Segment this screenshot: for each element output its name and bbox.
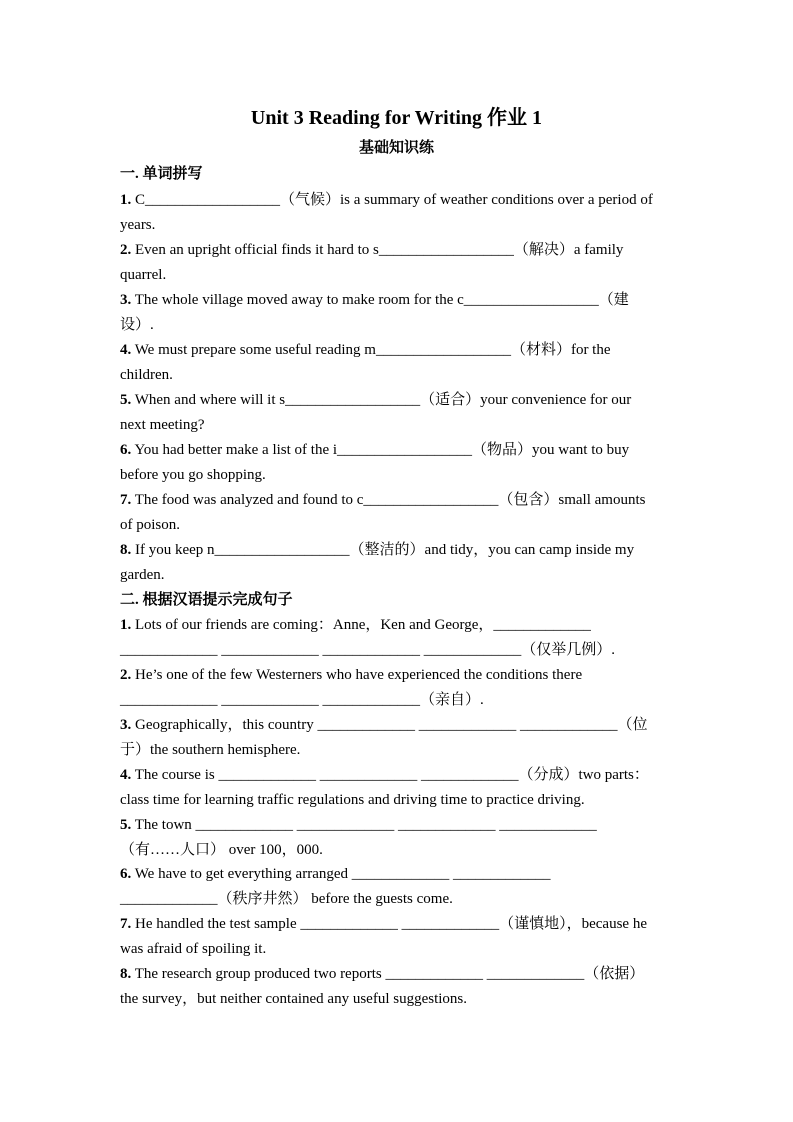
s1-q4-line2: children. <box>120 367 173 383</box>
s2-q5-text: The town _____________ _____________ _____________ _____________ <box>131 817 597 833</box>
s1-q3-text: The whole village moved away to make room for the c__________________（建 <box>131 292 629 308</box>
s1-q3-line1 <box>120 288 680 313</box>
s2-q7-text: He handled the test sample _____________ _____________（谨慎地），because he <box>131 916 647 932</box>
s2-q8-text: The research group produced two reports _____________ _____________（依据） <box>131 966 645 982</box>
s2-q6-line2: _____________（秩序井然） before the guests come. <box>120 891 453 907</box>
s2-q4-text: The course is _____________ _____________ _____________（分成）two parts： <box>131 767 649 783</box>
s2-q3-line2: 于）the southern hemisphere. <box>120 742 301 758</box>
s1-q3-number: 3. <box>120 292 132 308</box>
s1-q8-line2: garden. <box>120 567 165 583</box>
s2-q1-line2: _____________ _____________ _____________ _____________（仅举几例）. <box>120 642 616 658</box>
s2-q8-line1 <box>120 962 680 987</box>
s2-q3-number: 3. <box>120 717 132 733</box>
s2-q4-line2: class time for learning traffic regulations and driving time to practice driving. <box>120 792 585 808</box>
s2-q8-line2: the survey，but neither contained any useful suggestions. <box>120 991 468 1007</box>
s2-q5-line2: （有……人口） over 100，000. <box>120 842 323 858</box>
page-subtitle: 基础知识练 <box>358 140 434 156</box>
s1-q8-text: If you keep n__________________（整洁的）and tidy，you can camp inside my <box>131 542 635 558</box>
s1-q2-line1 <box>120 238 680 263</box>
s2-q6-text: We have to get everything arranged _____________ _____________ <box>131 866 551 882</box>
s1-q5-number: 5. <box>120 392 132 408</box>
s1-q4-line1 <box>120 338 680 363</box>
s1-q6-line1 <box>120 438 680 463</box>
s2-q6-number: 6. <box>120 866 132 882</box>
s1-q5-line1 <box>120 388 680 413</box>
s1-q1-text: C__________________（气候）is a summary of weather conditions over a period of <box>131 192 653 208</box>
s1-q2-number: 2. <box>120 242 132 258</box>
s1-q7-number: 7. <box>120 492 132 508</box>
section1-heading: 一. 单词拼写 <box>120 166 203 182</box>
section2-heading: 二. 根据汉语提示完成句子 <box>120 592 293 608</box>
s2-q7-number: 7. <box>120 916 132 932</box>
s1-q8-number: 8. <box>120 542 132 558</box>
s2-q7-line2: was afraid of spoiling it. <box>120 941 267 957</box>
s2-q3-text: Geographically，this country _____________ _____________ _____________（位 <box>131 717 648 733</box>
s1-q6-number: 6. <box>120 442 132 458</box>
s2-q8-number: 8. <box>120 966 132 982</box>
s1-q4-number: 4. <box>120 342 132 358</box>
s1-q7-text: The food was analyzed and found to c__________________（包含）small amounts <box>131 492 646 508</box>
s2-q2-line2: _____________ _____________ _____________（亲自）. <box>120 692 484 708</box>
s1-q7-line1 <box>120 488 680 513</box>
s1-q4-text: We must prepare some useful reading m__________________（材料）for the <box>131 342 611 358</box>
s2-q1-number: 1. <box>120 617 132 633</box>
s2-q4-line1 <box>120 763 680 788</box>
s1-q2-text: Even an upright official finds it hard to s__________________（解决）a family <box>131 242 624 258</box>
s1-q8-line1 <box>120 538 680 563</box>
s1-q2-line2: quarrel. <box>120 267 167 283</box>
s1-q3-line2: 设）. <box>120 317 154 333</box>
s2-q1-line1 <box>120 613 680 638</box>
page-title: Unit 3 Reading for Writing 作业 1 <box>250 107 543 129</box>
s2-q3-line1 <box>120 713 680 738</box>
s2-q2-number: 2. <box>120 667 132 683</box>
s1-q1-line1 <box>120 188 680 213</box>
s1-q1-line2: years. <box>120 217 156 233</box>
s2-q7-line1 <box>120 912 680 937</box>
s1-q7-line2: of poison. <box>120 517 180 533</box>
s2-q1-text: Lots of our friends are coming：Anne，Ken and George，_____________ <box>131 617 591 633</box>
s1-q6-text: You had better make a list of the i__________________（物品）you want to buy <box>131 442 630 458</box>
s2-q6-line1 <box>120 862 680 887</box>
s2-q5-number: 5. <box>120 817 132 833</box>
s2-q4-number: 4. <box>120 767 132 783</box>
s1-q5-text: When and where will it s__________________（适合）your convenience for our <box>131 392 632 408</box>
s2-q2-text: He’s one of the few Westerners who have experienced the conditions there <box>131 667 583 683</box>
s1-q5-line2: next meeting? <box>120 417 205 433</box>
s1-q6-line2: before you go shopping. <box>120 467 266 483</box>
s2-q2-line1 <box>120 663 680 688</box>
s2-q5-line1 <box>120 813 680 838</box>
s1-q1-number: 1. <box>120 192 132 208</box>
